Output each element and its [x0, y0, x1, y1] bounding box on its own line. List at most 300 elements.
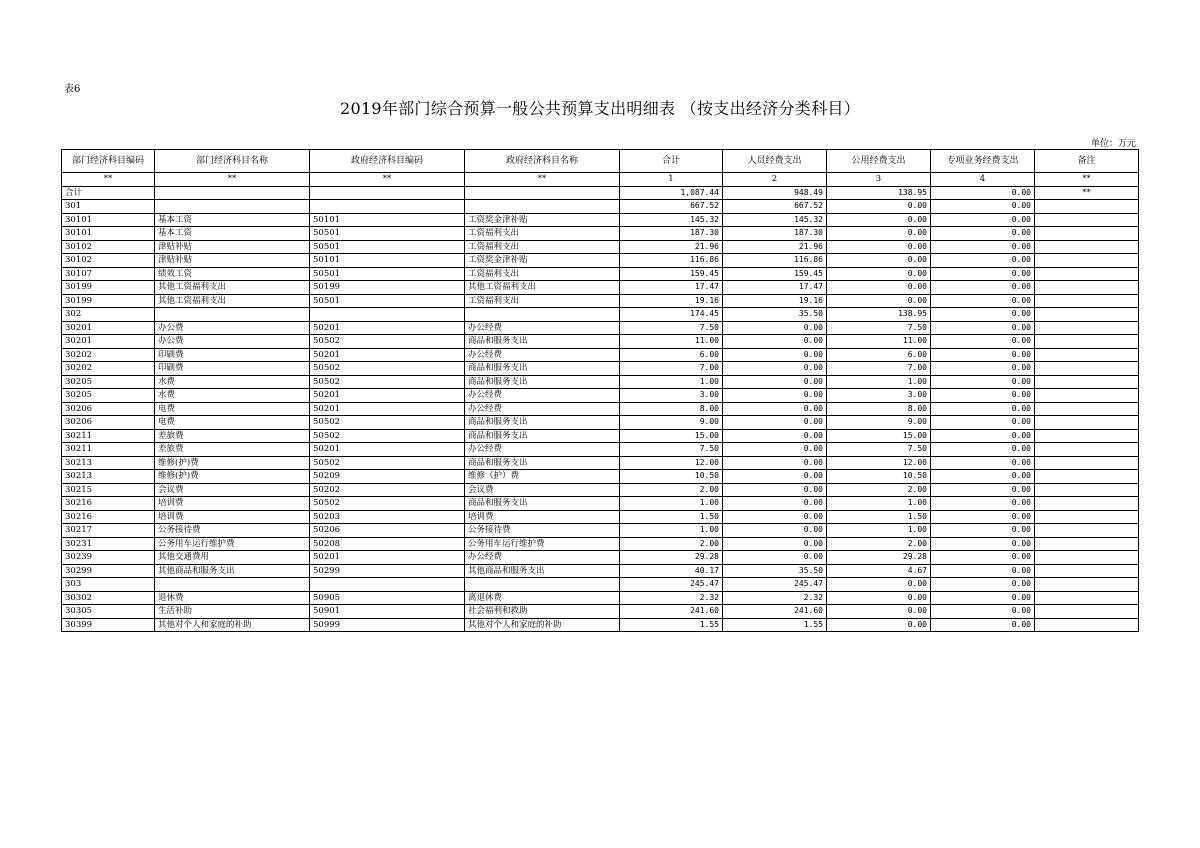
cell-dept-name: 培训费 [155, 497, 310, 511]
cell-public: 29.28 [827, 551, 931, 565]
cell-special: 0.00 [931, 254, 1035, 268]
column-header: 专项业务经费支出 [931, 150, 1035, 173]
cell-note [1035, 281, 1139, 295]
cell-note [1035, 456, 1139, 470]
cell-special: 0.00 [931, 564, 1035, 578]
cell-gov-code: 50199 [310, 281, 465, 295]
cell-total: 2.00 [620, 537, 723, 551]
cell-note [1035, 537, 1139, 551]
cell-gov-name: 商品和服务支出 [465, 429, 620, 443]
table-row [62, 537, 1139, 551]
cell-dept-code: 30299 [62, 564, 155, 578]
cell-public: 8.00 [827, 402, 931, 416]
cell-public: 138.95 [827, 186, 931, 200]
cell-special: 0.00 [931, 591, 1035, 605]
cell-personnel: 0.00 [723, 321, 827, 335]
cell-personnel: 159.45 [723, 267, 827, 281]
cell-gov-code [310, 578, 465, 592]
cell-gov-code: 50501 [310, 294, 465, 308]
cell-personnel: 0.00 [723, 510, 827, 524]
cell-dept-code: 30239 [62, 551, 155, 565]
cell-public: 0.00 [827, 213, 931, 227]
table-row [62, 254, 1139, 268]
cell-note [1035, 591, 1139, 605]
cell-total: 116.86 [620, 254, 723, 268]
cell-total: 1.50 [620, 510, 723, 524]
cell-total: 9.00 [620, 416, 723, 430]
cell-personnel: 0.00 [723, 402, 827, 416]
cell-note [1035, 213, 1139, 227]
cell-total: 17.47 [620, 281, 723, 295]
cell-total: 12.00 [620, 456, 723, 470]
cell-total: 2.32 [620, 591, 723, 605]
cell-dept-name: 培训费 [155, 510, 310, 524]
cell-special: 0.00 [931, 524, 1035, 538]
table-number: 表6 [64, 84, 81, 95]
cell-dept-name [155, 200, 310, 214]
cell-gov-code: 50901 [310, 605, 465, 619]
cell-special: 0.00 [931, 227, 1035, 241]
cell-gov-name: 办公经费 [465, 402, 620, 416]
table-row [62, 416, 1139, 430]
cell-dept-code: 30102 [62, 240, 155, 254]
cell-special: 0.00 [931, 308, 1035, 322]
cell-dept-name: 津贴补贴 [155, 254, 310, 268]
cell-dept-name: 基本工资 [155, 213, 310, 227]
cell-note [1035, 254, 1139, 268]
cell-gov-code: 50905 [310, 591, 465, 605]
cell-special: 0.00 [931, 294, 1035, 308]
cell-gov-code: 50203 [310, 510, 465, 524]
cell-dept-code: 30206 [62, 416, 155, 430]
cell-gov-code: 50201 [310, 402, 465, 416]
table-row [62, 321, 1139, 335]
table-row [62, 362, 1139, 376]
cell-special: 0.00 [931, 618, 1035, 632]
cell-note [1035, 375, 1139, 389]
cell-total: 3.00 [620, 389, 723, 403]
cell-dept-code: 30213 [62, 456, 155, 470]
cell-public: 10.50 [827, 470, 931, 484]
column-header: 公用经费支出 [827, 150, 931, 173]
cell-note [1035, 200, 1139, 214]
cell-personnel: 245.47 [723, 578, 827, 592]
cell-dept-name: 生活补助 [155, 605, 310, 619]
cell-personnel: 0.00 [723, 362, 827, 376]
cell-special: 0.00 [931, 578, 1035, 592]
cell-dept-code: 301 [62, 200, 155, 214]
cell-gov-name: 其他工资福利支出 [465, 281, 620, 295]
cell-dept-name: 津贴补贴 [155, 240, 310, 254]
cell-personnel: 0.00 [723, 335, 827, 349]
cell-gov-name [465, 200, 620, 214]
cell-total: 1.55 [620, 618, 723, 632]
table-row [62, 591, 1139, 605]
table-row [62, 402, 1139, 416]
cell-gov-code: 50201 [310, 389, 465, 403]
column-mark: ** [310, 173, 465, 187]
cell-gov-name: 离退休费 [465, 591, 620, 605]
cell-special: 0.00 [931, 267, 1035, 281]
cell-dept-code: 30102 [62, 254, 155, 268]
cell-public: 2.00 [827, 537, 931, 551]
cell-total: 21.96 [620, 240, 723, 254]
cell-public: 0.00 [827, 281, 931, 295]
cell-special: 0.00 [931, 416, 1035, 430]
cell-dept-code: 30107 [62, 267, 155, 281]
cell-dept-code: 30216 [62, 510, 155, 524]
cell-personnel: 1.55 [723, 618, 827, 632]
cell-dept-name: 绩效工资 [155, 267, 310, 281]
cell-personnel: 145.32 [723, 213, 827, 227]
cell-special: 0.00 [931, 240, 1035, 254]
cell-gov-code [310, 308, 465, 322]
cell-personnel: 0.00 [723, 429, 827, 443]
column-header: 人员经费支出 [723, 150, 827, 173]
table-row [62, 605, 1139, 619]
cell-dept-name: 退休费 [155, 591, 310, 605]
cell-dept-code: 30217 [62, 524, 155, 538]
cell-dept-code: 30305 [62, 605, 155, 619]
cell-gov-name: 其他对个人和家庭的补助 [465, 618, 620, 632]
cell-public: 0.00 [827, 605, 931, 619]
column-mark: ** [155, 173, 310, 187]
cell-note [1035, 321, 1139, 335]
cell-dept-code: 30202 [62, 348, 155, 362]
cell-dept-code: 30302 [62, 591, 155, 605]
cell-note [1035, 294, 1139, 308]
cell-note [1035, 308, 1139, 322]
column-header: 部门经济科目名称 [155, 150, 310, 173]
cell-gov-code [310, 186, 465, 200]
cell-gov-name: 商品和服务支出 [465, 362, 620, 376]
table-row [62, 389, 1139, 403]
table-row [62, 227, 1139, 241]
cell-public: 3.00 [827, 389, 931, 403]
cell-special: 0.00 [931, 321, 1035, 335]
cell-dept-name: 办公费 [155, 335, 310, 349]
cell-gov-name: 办公经费 [465, 321, 620, 335]
cell-gov-code: 50501 [310, 240, 465, 254]
cell-dept-name: 印刷费 [155, 362, 310, 376]
cell-public: 0.00 [827, 240, 931, 254]
cell-personnel: 241.60 [723, 605, 827, 619]
cell-personnel: 0.00 [723, 537, 827, 551]
cell-public: 2.00 [827, 483, 931, 497]
cell-public: 4.67 [827, 564, 931, 578]
cell-public: 7.00 [827, 362, 931, 376]
cell-public: 0.00 [827, 591, 931, 605]
cell-gov-name [465, 578, 620, 592]
cell-dept-name: 维修(护)费 [155, 470, 310, 484]
cell-dept-name: 公务接待费 [155, 524, 310, 538]
cell-gov-name: 培训费 [465, 510, 620, 524]
cell-gov-name: 商品和服务支出 [465, 335, 620, 349]
table-row [62, 200, 1139, 214]
cell-gov-code: 50299 [310, 564, 465, 578]
table-body [62, 186, 1139, 632]
cell-personnel: 948.49 [723, 186, 827, 200]
cell-gov-name [465, 308, 620, 322]
cell-total: 6.00 [620, 348, 723, 362]
cell-special: 0.00 [931, 375, 1035, 389]
cell-public: 0.00 [827, 267, 931, 281]
cell-gov-code: 50206 [310, 524, 465, 538]
table-row [62, 456, 1139, 470]
cell-public: 0.00 [827, 578, 931, 592]
cell-special: 0.00 [931, 213, 1035, 227]
cell-gov-code: 50502 [310, 497, 465, 511]
cell-dept-name: 基本工资 [155, 227, 310, 241]
cell-gov-code: 50999 [310, 618, 465, 632]
cell-dept-code: 30211 [62, 443, 155, 457]
cell-public: 1.50 [827, 510, 931, 524]
cell-dept-code: 30206 [62, 402, 155, 416]
cell-note [1035, 240, 1139, 254]
table-row [62, 281, 1139, 295]
cell-gov-name: 会议费 [465, 483, 620, 497]
cell-public: 11.00 [827, 335, 931, 349]
cell-public: 0.00 [827, 254, 931, 268]
cell-special: 0.00 [931, 402, 1035, 416]
cell-public: 0.00 [827, 227, 931, 241]
cell-note [1035, 389, 1139, 403]
cell-gov-code: 50201 [310, 443, 465, 457]
cell-dept-name: 其他对个人和家庭的补助 [155, 618, 310, 632]
cell-gov-name: 办公经费 [465, 551, 620, 565]
cell-personnel: 0.00 [723, 497, 827, 511]
cell-note [1035, 335, 1139, 349]
cell-dept-name: 水费 [155, 389, 310, 403]
cell-total: 159.45 [620, 267, 723, 281]
cell-special: 0.00 [931, 510, 1035, 524]
cell-gov-name: 商品和服务支出 [465, 375, 620, 389]
cell-dept-name: 水费 [155, 375, 310, 389]
table-row [62, 335, 1139, 349]
table-row [62, 497, 1139, 511]
cell-total: 11.00 [620, 335, 723, 349]
cell-gov-code: 50502 [310, 335, 465, 349]
cell-dept-name: 电费 [155, 416, 310, 430]
cell-dept-name [155, 186, 310, 200]
cell-dept-name: 其他工资福利支出 [155, 281, 310, 295]
cell-note [1035, 524, 1139, 538]
cell-note [1035, 578, 1139, 592]
cell-personnel: 2.32 [723, 591, 827, 605]
cell-public: 6.00 [827, 348, 931, 362]
cell-personnel: 17.47 [723, 281, 827, 295]
cell-note [1035, 362, 1139, 376]
cell-total: 1.00 [620, 497, 723, 511]
cell-gov-code: 50201 [310, 321, 465, 335]
cell-public: 15.00 [827, 429, 931, 443]
table-row [62, 213, 1139, 227]
column-mark: ** [1035, 173, 1139, 187]
cell-public: 1.00 [827, 524, 931, 538]
cell-personnel: 0.00 [723, 375, 827, 389]
table-row [62, 186, 1139, 200]
cell-note [1035, 443, 1139, 457]
header-row [62, 150, 1139, 173]
cell-special: 0.00 [931, 483, 1035, 497]
cell-personnel: 0.00 [723, 416, 827, 430]
cell-note [1035, 416, 1139, 430]
cell-special: 0.00 [931, 605, 1035, 619]
cell-dept-name: 维修(护)费 [155, 456, 310, 470]
cell-note [1035, 227, 1139, 241]
cell-dept-name: 公务用车运行维护费 [155, 537, 310, 551]
cell-gov-name: 其他商品和服务支出 [465, 564, 620, 578]
cell-special: 0.00 [931, 348, 1035, 362]
cell-gov-name: 商品和服务支出 [465, 456, 620, 470]
cell-note [1035, 605, 1139, 619]
cell-dept-code: 30399 [62, 618, 155, 632]
cell-gov-code: 50201 [310, 551, 465, 565]
column-index-row [62, 173, 1139, 187]
table-row [62, 524, 1139, 538]
cell-total: 667.52 [620, 200, 723, 214]
cell-special: 0.00 [931, 281, 1035, 295]
cell-dept-code: 30199 [62, 294, 155, 308]
column-header: 政府经济科目编码 [310, 150, 465, 173]
cell-total: 29.28 [620, 551, 723, 565]
cell-public: 0.00 [827, 294, 931, 308]
cell-dept-name [155, 308, 310, 322]
table-row [62, 294, 1139, 308]
cell-total: 8.00 [620, 402, 723, 416]
cell-dept-code: 30101 [62, 213, 155, 227]
table-row [62, 375, 1139, 389]
table-row [62, 564, 1139, 578]
unit-label: 单位：万元 [1090, 139, 1136, 149]
cell-total: 1.00 [620, 375, 723, 389]
cell-note [1035, 267, 1139, 281]
cell-gov-name [465, 186, 620, 200]
cell-personnel: 667.52 [723, 200, 827, 214]
cell-public: 12.00 [827, 456, 931, 470]
cell-total: 2.00 [620, 483, 723, 497]
cell-total: 245.47 [620, 578, 723, 592]
cell-gov-code: 50501 [310, 267, 465, 281]
cell-public: 7.50 [827, 443, 931, 457]
table-row [62, 240, 1139, 254]
cell-gov-code: 50502 [310, 375, 465, 389]
table-row [62, 551, 1139, 565]
cell-personnel: 35.50 [723, 564, 827, 578]
table-row [62, 348, 1139, 362]
page-title: 2019年部门综合预算一般公共预算支出明细表 （按支出经济分类科目） [339, 99, 860, 118]
column-header: 部门经济科目编码 [62, 150, 155, 173]
cell-gov-code: 50502 [310, 456, 465, 470]
cell-gov-name: 工资奖金津补贴 [465, 254, 620, 268]
cell-gov-name: 公务接待费 [465, 524, 620, 538]
cell-gov-name: 办公经费 [465, 348, 620, 362]
cell-gov-code: 50501 [310, 227, 465, 241]
cell-dept-code: 30101 [62, 227, 155, 241]
cell-dept-name: 其他交通费用 [155, 551, 310, 565]
cell-dept-code: 30201 [62, 321, 155, 335]
cell-dept-code: 合计 [62, 186, 155, 200]
cell-gov-name: 办公经费 [465, 389, 620, 403]
cell-note [1035, 551, 1139, 565]
cell-note [1035, 470, 1139, 484]
cell-total: 10.50 [620, 470, 723, 484]
table-row [62, 483, 1139, 497]
cell-dept-name: 差旅费 [155, 443, 310, 457]
cell-gov-name: 商品和服务支出 [465, 497, 620, 511]
cell-gov-name: 办公经费 [465, 443, 620, 457]
cell-total: 174.45 [620, 308, 723, 322]
cell-note: ** [1035, 186, 1139, 200]
cell-personnel: 0.00 [723, 483, 827, 497]
cell-dept-name: 办公费 [155, 321, 310, 335]
cell-gov-code: 50101 [310, 254, 465, 268]
cell-personnel: 0.00 [723, 456, 827, 470]
cell-personnel: 19.16 [723, 294, 827, 308]
cell-gov-code [310, 200, 465, 214]
cell-note [1035, 510, 1139, 524]
cell-public: 7.50 [827, 321, 931, 335]
cell-total: 15.00 [620, 429, 723, 443]
cell-special: 0.00 [931, 470, 1035, 484]
cell-dept-code: 30201 [62, 335, 155, 349]
cell-special: 0.00 [931, 200, 1035, 214]
cell-public: 138.95 [827, 308, 931, 322]
cell-gov-name: 工资奖金津补贴 [465, 213, 620, 227]
cell-public: 0.00 [827, 200, 931, 214]
cell-gov-code: 50201 [310, 348, 465, 362]
table-row [62, 443, 1139, 457]
cell-personnel: 21.96 [723, 240, 827, 254]
cell-special: 0.00 [931, 497, 1035, 511]
cell-dept-code: 302 [62, 308, 155, 322]
cell-dept-code: 30211 [62, 429, 155, 443]
cell-gov-code: 50502 [310, 429, 465, 443]
cell-total: 19.16 [620, 294, 723, 308]
cell-total: 40.17 [620, 564, 723, 578]
column-mark: 4 [931, 173, 1035, 187]
cell-personnel: 35.50 [723, 308, 827, 322]
cell-dept-code: 30202 [62, 362, 155, 376]
cell-dept-code: 30213 [62, 470, 155, 484]
cell-gov-code: 50209 [310, 470, 465, 484]
cell-total: 1.00 [620, 524, 723, 538]
table-row [62, 267, 1139, 281]
cell-total: 7.50 [620, 321, 723, 335]
cell-personnel: 0.00 [723, 348, 827, 362]
cell-personnel: 0.00 [723, 524, 827, 538]
cell-public: 1.00 [827, 497, 931, 511]
cell-gov-code: 50208 [310, 537, 465, 551]
cell-public: 9.00 [827, 416, 931, 430]
cell-total: 7.00 [620, 362, 723, 376]
cell-gov-name: 工资福利支出 [465, 240, 620, 254]
cell-public: 0.00 [827, 618, 931, 632]
table-row [62, 578, 1139, 592]
cell-special: 0.00 [931, 362, 1035, 376]
cell-personnel: 187.30 [723, 227, 827, 241]
cell-personnel: 116.86 [723, 254, 827, 268]
cell-dept-name: 差旅费 [155, 429, 310, 443]
cell-dept-code: 30215 [62, 483, 155, 497]
cell-public: 1.00 [827, 375, 931, 389]
cell-dept-name [155, 578, 310, 592]
cell-personnel: 0.00 [723, 389, 827, 403]
table-row [62, 470, 1139, 484]
cell-special: 0.00 [931, 456, 1035, 470]
cell-gov-name: 社会福利和救助 [465, 605, 620, 619]
column-mark: 2 [723, 173, 827, 187]
